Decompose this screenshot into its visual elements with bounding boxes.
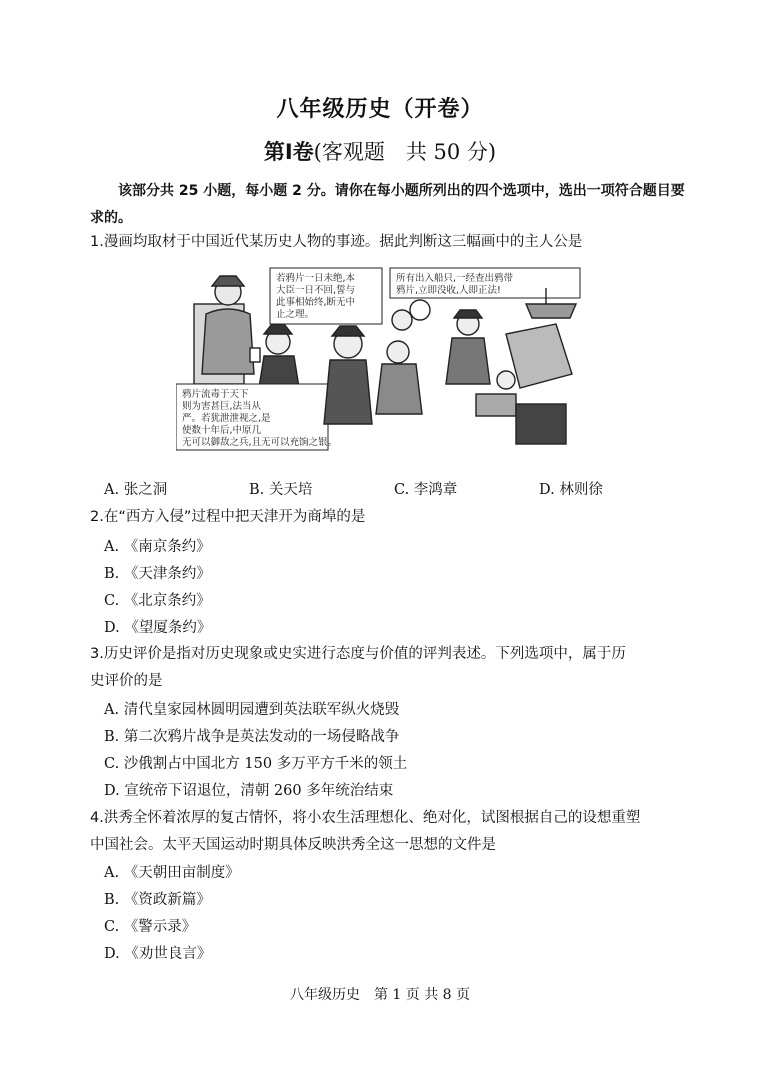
q4-option-a[interactable]: A. 《天朝田亩制度》 [104,865,240,881]
q1-option-c[interactable]: C. 李鸿章 [394,482,458,498]
q4-option-c[interactable]: C. 《警示录》 [104,919,197,935]
exam-title: 八年级历史（开卷） [276,97,484,122]
q3-option-a[interactable]: A. 清代皇家园林圆明园遭到英法联军纵火烧毁 [104,702,400,718]
q1-option-b[interactable]: B. 关天培 [249,482,313,498]
q1-option-d[interactable]: D. 林则徐 [539,482,603,498]
question-1-cartoon [176,264,586,454]
question-4-stem-line2: 中国社会。太平天国运动时期具体反映洪秀全这一思想的文件是 [90,837,496,853]
q2-option-a[interactable]: A. 《南京条约》 [104,539,211,555]
question-3-stem-line2: 史评价的是 [90,673,163,689]
svg-text:无可以御敌之兵,且无可以充饷之银。: 无可以御敌之兵,且无可以充饷之银。 [182,437,338,448]
svg-text:止之理。: 止之理。 [276,309,315,320]
q2-option-c[interactable]: C. 《北京条约》 [104,593,211,609]
question-2-stem: 2.在“西方入侵”过程中把天津开为商埠的是 [90,509,366,525]
question-1-options [104,478,684,499]
section-instructions: 该部分共 25 小题，每小题 2 分。请你在每小题所列出的四个选项中，选出一项符合题目要求的。 [90,183,685,226]
q3-option-b[interactable]: B. 第二次鸦片战争是英法发动的一场侵略战争 [104,729,400,745]
question-4-stem-line1: 4.洪秀全怀着浓厚的复古情怀，将小农生活理想化、绝对化，试图根据自己的设想重塑 [90,810,641,826]
question-1-stem: 1.漫画均取材于中国近代某历史人物的事迹。据此判断这三幅画中的主人公是 [90,234,583,250]
section-desc: (客观题 共 50 分) [313,140,497,164]
question-3-stem-line1: 3.历史评价是指对历史现象或史实进行态度与价值的评判表述。下列选项中，属于历 [90,646,626,662]
svg-text:则为害甚巨,法当从: 则为害甚巨,法当从 [182,401,262,412]
q3-option-c[interactable]: C. 沙俄割占中国北方 150 多万平方千米的领土 [104,756,408,772]
q3-option-d[interactable]: D. 宣统帝下诏退位，清朝 260 多年统治结束 [104,783,394,799]
svg-text:鸦片,立即没收,人即正法!: 鸦片,立即没收,人即正法! [396,285,501,296]
q1-option-a[interactable]: A. 张之洞 [104,482,168,498]
q4-option-d[interactable]: D. 《劝世良言》 [104,946,212,962]
svg-text:此事相始终,断无中: 此事相始终,断无中 [276,297,356,308]
svg-text:严。若犹泄泄视之,是: 严。若犹泄泄视之,是 [182,413,271,424]
q4-option-b[interactable]: B. 《资政新篇》 [104,892,211,908]
cartoon-panel-right [446,288,576,444]
q2-option-b[interactable]: B. 《天津条约》 [104,566,211,582]
page-footer: 八年级历史 第 1 页 共 8 页 [289,987,471,1003]
svg-text:大臣一日不回,誓与: 大臣一日不回,誓与 [276,285,356,296]
svg-text:使数十年后,中原几: 使数十年后,中原几 [182,425,262,436]
svg-text:鸦片流毒于天下: 鸦片流毒于天下 [182,389,249,400]
section-label: 第Ⅰ卷 [263,140,314,164]
q2-option-d[interactable]: D. 《望厦条约》 [104,620,212,636]
svg-text:所有出入船只,一经查出鸦带: 所有出入船只,一经查出鸦带 [396,273,514,284]
svg-text:若鸦片一日未绝,本: 若鸦片一日未绝,本 [276,273,356,284]
section-subtitle [0,136,760,166]
